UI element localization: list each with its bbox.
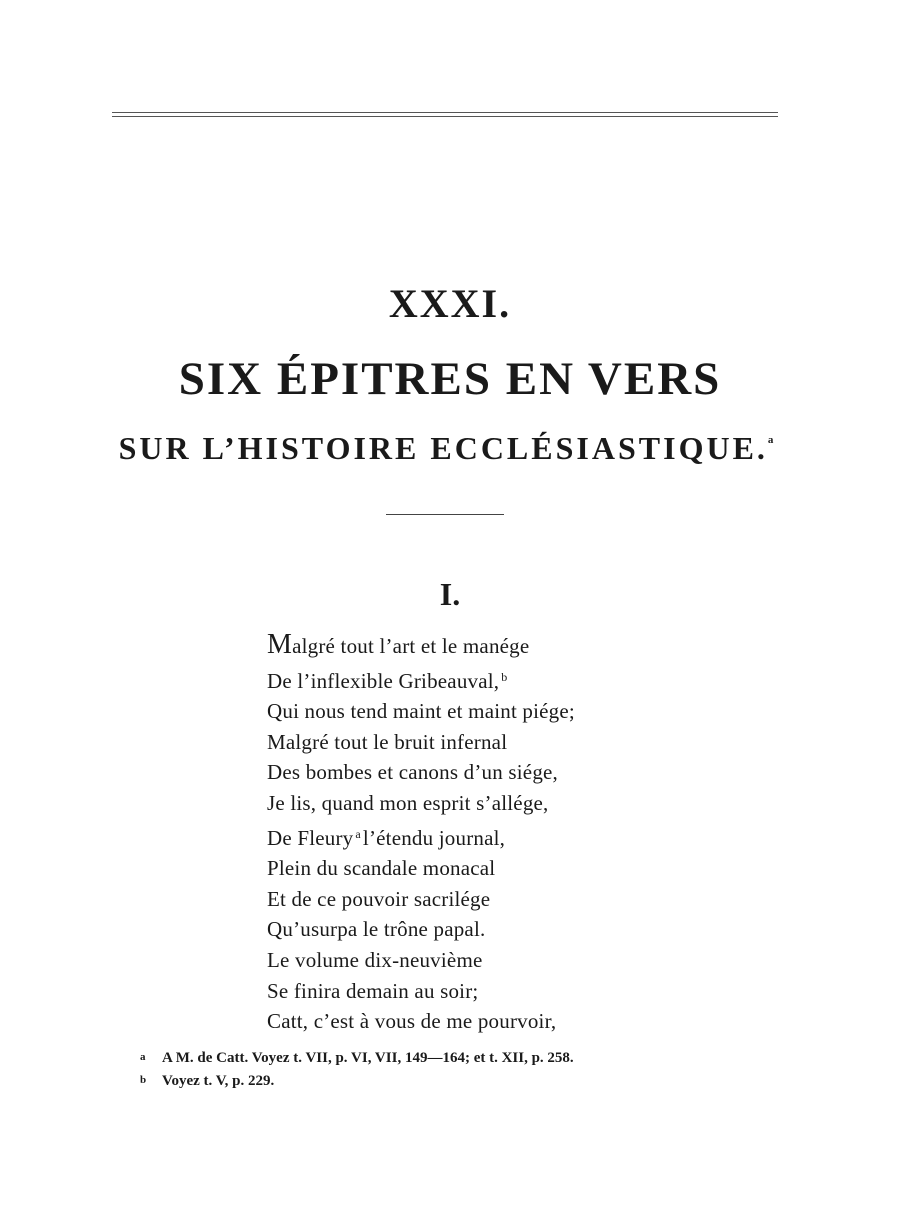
verse-line-8: Plein du scandale monacal — [267, 856, 496, 881]
footnote-mark: b — [140, 1074, 147, 1086]
verse-line-1-text: algré tout l’art et le manége — [292, 634, 530, 658]
section-number: I. — [439, 576, 461, 612]
verse-line-6: Je lis, quand mon esprit s’allége, — [267, 790, 549, 815]
verse-line-7-end: l’étendu journal, — [362, 825, 506, 850]
footnote-text: A M. de Catt. Voyez t. VII, p. VI, VII, 149—164; et t. XII, p. 258. — [162, 1050, 574, 1066]
footnote-a — [140, 1046, 760, 1069]
chapter-subtitle — [0, 430, 896, 467]
verse-line-5: Des bombes et canons d’un siége, — [267, 760, 558, 785]
footnotes — [140, 1046, 760, 1092]
subtitle-footnote-mark: a — [767, 434, 774, 446]
verse-line-2 — [267, 662, 727, 697]
footnote-mark: a — [140, 1051, 146, 1063]
verse-line-10: Qu’usurpa le trône papal. — [267, 917, 486, 942]
verse-line-13: Catt, c’est à vous de me pourvoir, — [267, 1009, 557, 1034]
verse-line-2-text: De l’inflexible Gribeauval, — [267, 668, 500, 693]
drop-cap: M — [267, 629, 293, 660]
verse-line-12: Se finira demain au soir; — [267, 978, 479, 1003]
verse-line-7-start: De Fleury — [267, 825, 354, 850]
verse-line-1 — [267, 630, 727, 662]
footnote-ref-b: b — [501, 669, 508, 684]
chapter-subtitle-text: SUR L’HISTOIRE ECCLÉSIASTIQUE. — [118, 430, 768, 466]
footnote-b — [140, 1069, 760, 1092]
chapter-title: SIX ÉPITRES EN VERS — [178, 353, 722, 405]
verse-line-3: Qui nous tend maint et maint piége; — [267, 699, 575, 724]
verse-line-4: Malgré tout le bruit infernal — [267, 729, 508, 754]
top-double-rule — [112, 112, 778, 117]
footnote-ref-a: a — [355, 826, 361, 841]
poem — [267, 630, 727, 1037]
footnote-text: Voyez t. V, p. 229. — [162, 1073, 275, 1089]
verse-line-11: Le volume dix-neuvième — [267, 947, 483, 972]
section-divider — [386, 514, 504, 515]
chapter-number: XXXI. — [388, 281, 512, 326]
verse-line-7 — [267, 819, 727, 854]
verse-line-9: Et de ce pouvoir sacrilége — [267, 886, 491, 911]
